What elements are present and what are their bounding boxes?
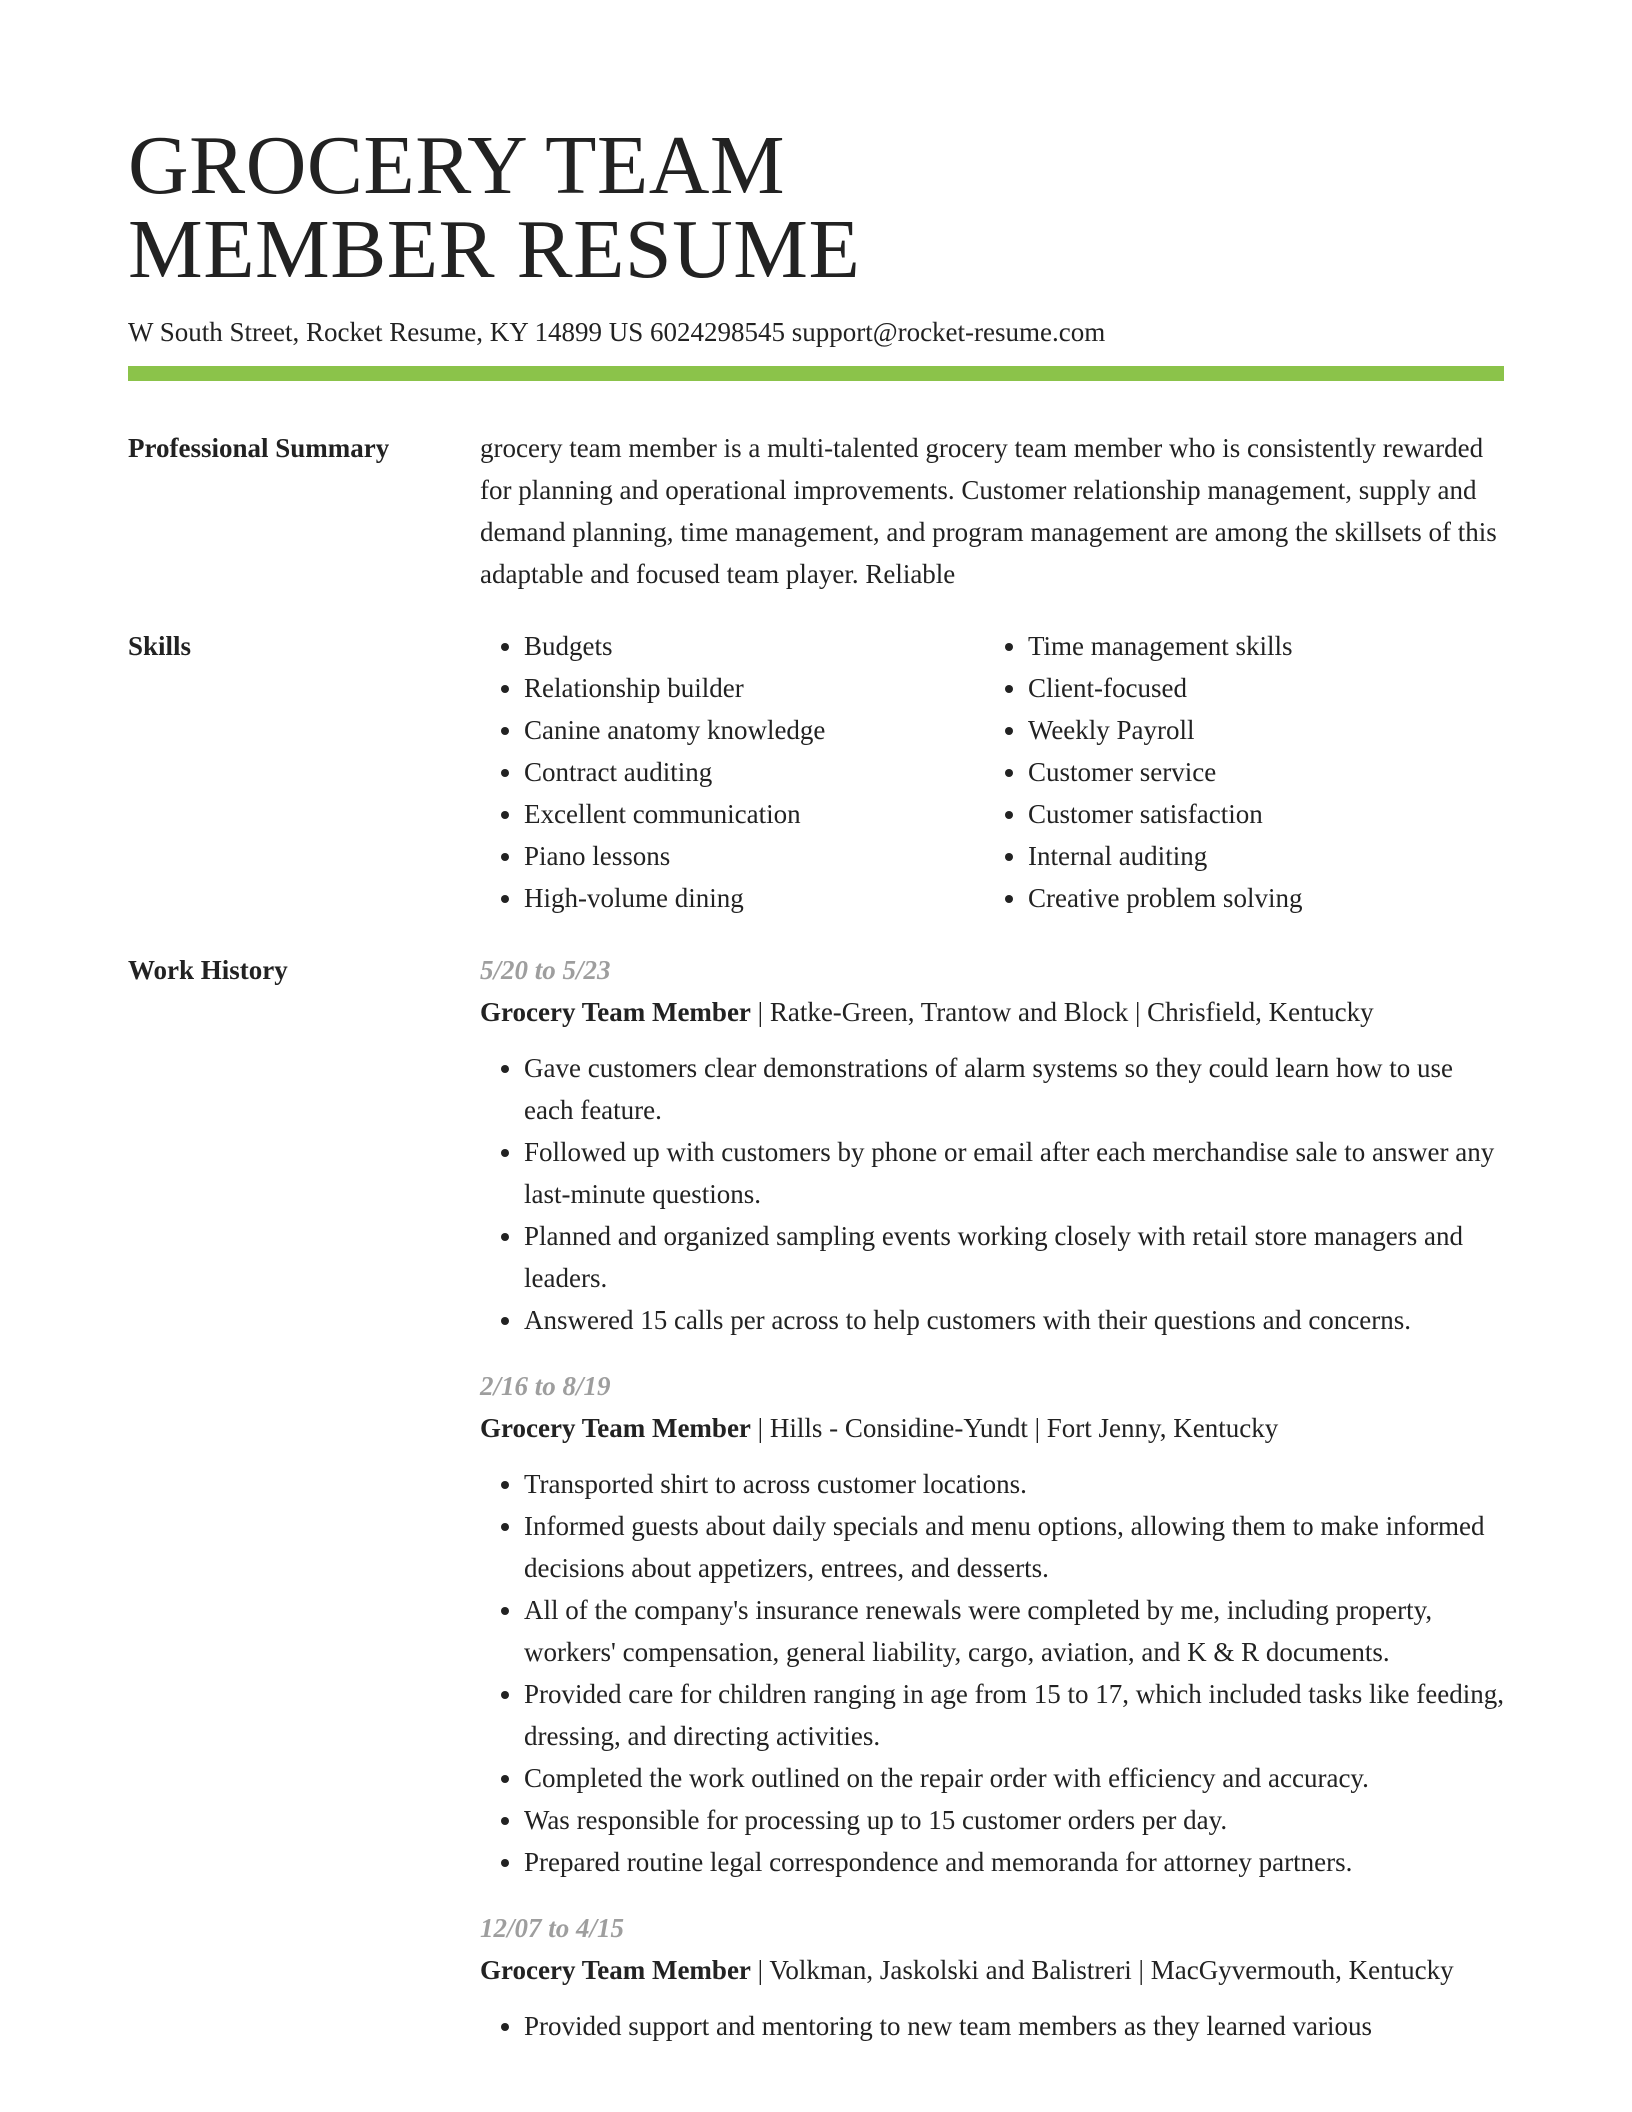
job-bullet: • Gave customers clear demonstrations of alarm systems so they could learn how to use each feature.	[524, 1047, 1504, 1131]
job-dates: 2/16 to 8/19	[480, 1371, 611, 1401]
job-details: | Hills - Considine-Yundt | Fort Jenny, Kentucky	[750, 1413, 1279, 1443]
skill-item: • Creative problem solving	[1028, 877, 1488, 919]
job-bullet: • Planned and organized sampling events working closely with retail store managers and leaders.	[524, 1215, 1504, 1299]
job-entry	[480, 949, 1504, 1341]
skill-item: • Canine anatomy knowledge	[524, 709, 984, 751]
skills-label: Skills	[128, 631, 192, 661]
job-dates: 12/07 to 4/15	[480, 1913, 625, 1943]
job-bullet: • Informed guests about daily specials and menu options, allowing them to make informed decisions about appetizers, entrees, and desserts.	[524, 1505, 1504, 1589]
summary-label: Professional Summary	[128, 433, 390, 463]
job-entry	[480, 1907, 1504, 2047]
job-title: Grocery Team Member	[480, 1955, 751, 1985]
job-bullet: • Was responsible for processing up to 15 customer orders per day.	[524, 1799, 1504, 1841]
job-entry	[480, 1365, 1504, 1883]
work-history-section	[128, 949, 1504, 2071]
job-bullet: • Provided care for children ranging in age from 15 to 17, which included tasks like feeding, dressing, and directing activities.	[524, 1673, 1504, 1757]
skill-item: • Customer service	[1028, 751, 1488, 793]
job-heading	[480, 991, 1504, 1033]
skills-section	[128, 625, 1504, 919]
job-dates: 5/20 to 5/23	[480, 955, 611, 985]
summary-section	[128, 427, 1504, 595]
job-bullet: • Prepared routine legal correspondence and memoranda for attorney partners.	[524, 1841, 1504, 1883]
skill-item: • Weekly Payroll	[1028, 709, 1488, 751]
job-bullet: • Completed the work outlined on the repair order with efficiency and accuracy.	[524, 1757, 1504, 1799]
job-bullet: • Transported shirt to across customer locations.	[524, 1463, 1504, 1505]
job-bullet: • Answered 15 calls per across to help customers with their questions and concerns.	[524, 1299, 1504, 1341]
skill-item: • Client-focused	[1028, 667, 1488, 709]
job-heading	[480, 1407, 1504, 1449]
work-history-label: Work History	[128, 955, 288, 985]
job-details: | Volkman, Jaskolski and Balistreri | MacGyvermouth, Kentucky	[750, 1955, 1454, 1985]
skill-item: • Piano lessons	[524, 835, 984, 877]
resume-title	[128, 119, 1504, 296]
header-divider	[128, 366, 1504, 381]
job-bullet: • Provided support and mentoring to new team members as they learned various	[524, 2005, 1504, 2047]
job-title: Grocery Team Member	[480, 997, 751, 1027]
job-bullets	[480, 2005, 1504, 2047]
job-bullets	[480, 1463, 1504, 1883]
skill-item: • Budgets	[524, 625, 984, 667]
summary-text: grocery team member is a multi-talented grocery team member who is consistently rewarded for planning and operational improvements. Customer relationship management, supply and demand planning, time management, and program management are among the skillsets of this adaptable and focused team player. Reliable	[480, 433, 1497, 589]
title-line-2: MEMBER RESUME	[128, 203, 861, 296]
job-bullets	[480, 1047, 1504, 1341]
job-bullet: • Followed up with customers by phone or email after each merchandise sale to answer any last-minute questions.	[524, 1131, 1504, 1215]
skills-column-1	[480, 625, 984, 919]
job-bullet: • All of the company's insurance renewals were completed by me, including property, workers' compensation, general liability, cargo, aviation, and K & R documents.	[524, 1589, 1504, 1673]
resume-page	[128, 119, 1504, 2071]
job-heading	[480, 1949, 1504, 1991]
skill-item: • Relationship builder	[524, 667, 984, 709]
skill-item: • Internal auditing	[1028, 835, 1488, 877]
contact-line: W South Street, Rocket Resume, KY 14899 US 6024298545 support@rocket-resume.com	[128, 317, 1106, 347]
skill-item: • Customer satisfaction	[1028, 793, 1488, 835]
skill-item: • High-volume dining	[524, 877, 984, 919]
title-line-1: GROCERY TEAM	[128, 119, 786, 212]
skill-item: • Time management skills	[1028, 625, 1488, 667]
skill-item: • Excellent communication	[524, 793, 984, 835]
skill-item: • Contract auditing	[524, 751, 984, 793]
skills-column-2	[984, 625, 1488, 919]
job-details: | Ratke-Green, Trantow and Block | Chrisfield, Kentucky	[750, 997, 1374, 1027]
job-title: Grocery Team Member	[480, 1413, 751, 1443]
